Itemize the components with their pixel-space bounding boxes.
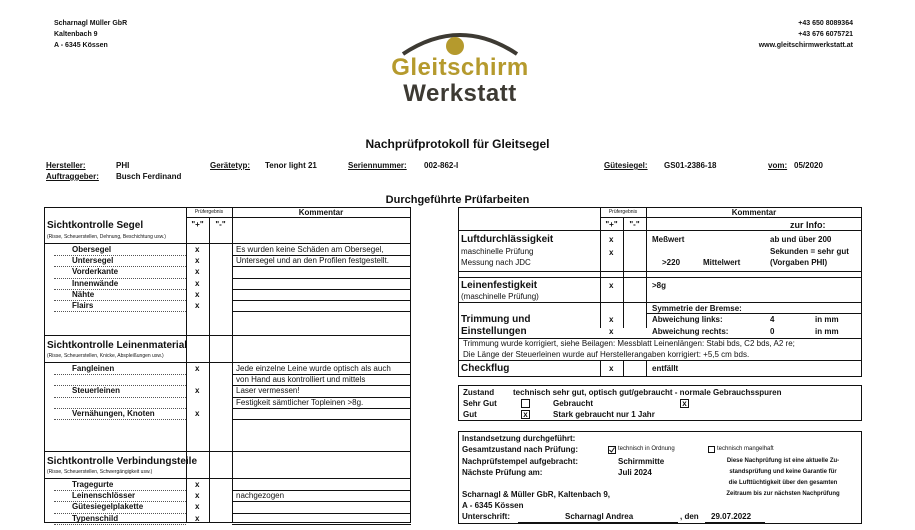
- row-divider: [232, 289, 411, 290]
- luft-mark-1: x: [609, 235, 614, 244]
- row-label: Tragegurte: [72, 480, 114, 489]
- row-mark: x: [195, 491, 200, 501]
- gut-label: Gut: [463, 410, 477, 419]
- disclaimer-line: Zeitraum bis zur nächsten Nachprüfung: [726, 491, 840, 497]
- abweichung-rechts-value: 0: [770, 327, 775, 336]
- phone-2: +43 676 6075721: [798, 31, 853, 38]
- row-divider: [54, 374, 186, 375]
- row-label: Vorderkante: [72, 267, 119, 277]
- row-mark: x: [195, 408, 200, 418]
- row-comment: Laser vermessen!: [236, 386, 300, 396]
- company-city: A - 6345 Kössen: [54, 42, 108, 49]
- luft-sekunden: Sekunden = sehr gut: [770, 247, 849, 256]
- geraetetyp-value: Tenor light 21: [265, 161, 317, 170]
- festigkeit-value: >8g: [652, 281, 667, 290]
- disclaimer-line: die Lufttüchtigkeit über den gesamten: [728, 480, 838, 486]
- stempel-label: Nachprüfstempel aufgebracht:: [462, 457, 579, 466]
- signature-date: 29.07.2022: [711, 512, 752, 521]
- trimmung-mark-1: x: [609, 315, 614, 324]
- signer-name: Scharnagl Andrea: [565, 512, 634, 521]
- row-divider: [232, 311, 411, 312]
- instand-company-2: A - 6345 Kössen: [462, 501, 524, 510]
- trimmung-mark-2: x: [609, 327, 614, 336]
- row-label: Innenwände: [72, 278, 119, 288]
- checkflug-value: entfällt: [652, 364, 679, 373]
- auftraggeber-value: Busch Ferdinand: [116, 172, 182, 181]
- row-mark: x: [195, 245, 200, 254]
- row-comment: Jede einzelne Leine wurde optisch als auch: [236, 364, 391, 373]
- abweichung-links-value: 4: [770, 315, 775, 324]
- paraglider-wing-icon: [395, 22, 525, 58]
- trimmung-note-2: Die Länge der Steuerleinen wurde auf Herstellerangaben korrigiert: +5,5 cm bds.: [463, 350, 750, 359]
- guetesiegel-label: Gütesiegel:: [604, 161, 648, 170]
- zustand-label: Zustand: [463, 388, 495, 397]
- option-in-ordnung: technisch in Ordnung: [618, 446, 675, 452]
- seriennummer-label: Seriennummer:: [348, 161, 407, 170]
- row-mark: x: [195, 278, 200, 288]
- gesamtzustand-label: Gesamtzustand nach Prüfung:: [462, 445, 579, 454]
- stark-gebraucht-label: Stark gebraucht nur 1 Jahr: [553, 410, 655, 419]
- row-divider: [232, 513, 411, 514]
- luft-mark-2: x: [609, 248, 614, 257]
- luft-title: Luftdurchlässigkeit: [461, 234, 554, 245]
- luft-value: >220: [662, 258, 681, 267]
- abweichung-rechts-label: Abweichung rechts:: [652, 327, 729, 336]
- festigkeit-title: Leinenfestigkeit: [461, 280, 538, 291]
- zur-info: zur Info:: [790, 220, 826, 230]
- r-pruefergebnis-header: Prüfergebnis: [608, 209, 638, 215]
- segel-title: Sichtkontrolle Segel: [47, 220, 144, 231]
- luft-r2: Messung nach JDC: [461, 258, 531, 267]
- geraetetyp-label: Gerätetyp:: [210, 161, 251, 170]
- disclaimer: [704, 456, 862, 500]
- sehr-gut-checkbox: [521, 399, 530, 408]
- gebraucht-checkbox: x: [680, 399, 689, 408]
- row-mark: x: [195, 480, 200, 489]
- disclaimer-line: Diese Nachprüfung ist eine aktuelle Zu-: [726, 458, 840, 464]
- row-comment: Festigkeit sämtlicher Topleinen >8g.: [236, 397, 364, 407]
- luft-mittelwert: Mittelwert: [703, 258, 741, 267]
- phone-1: +43 650 8089364: [798, 20, 853, 27]
- disclaimer-line: standsprüfung und keine Garantie für: [729, 469, 837, 475]
- row-label: Nähte: [72, 289, 95, 299]
- vom-value: 05/2020: [794, 161, 823, 170]
- row-comment: nachgezogen: [236, 491, 285, 501]
- row-divider: [232, 524, 411, 525]
- naechste-label: Nächste Prüfung am:: [462, 468, 543, 477]
- minus-header: "-": [215, 220, 226, 229]
- r-plus-header: "+": [605, 220, 618, 229]
- verbindung-subtitle: (Risse, Scheuerstellen, Schwergängigkeit usw.): [47, 469, 153, 475]
- vom-label: vom:: [768, 161, 788, 170]
- row-divider: [232, 408, 411, 409]
- row-mark: x: [195, 256, 200, 266]
- luft-r1: maschinelle Prüfung: [461, 247, 534, 256]
- hersteller-label: Hersteller:: [46, 161, 86, 170]
- row-label: Untersegel: [72, 256, 114, 266]
- row-label: Typenschild: [72, 513, 119, 523]
- den-label: , den: [680, 512, 699, 521]
- festigkeit-subtitle: (maschinelle Prüfung): [461, 292, 539, 301]
- gebraucht-label: Gebraucht: [553, 399, 594, 408]
- row-mark: x: [195, 267, 200, 277]
- trimmung-title-2: Einstellungen: [461, 326, 527, 337]
- r-minus-header: "-": [629, 220, 640, 229]
- guetesiegel-value: GS01-2386-18: [664, 161, 717, 170]
- plus-header: "+": [191, 220, 204, 229]
- row-divider: [232, 501, 411, 502]
- document-title: Nachprüfprotokoll für Gleitsegel: [365, 137, 550, 151]
- r-kommentar-header: Kommentar: [731, 208, 777, 217]
- instand-company-1: Scharnagl & Müller GbR, Kaltenbach 9,: [462, 490, 611, 499]
- row-label: Gütesiegelplakette: [72, 502, 144, 512]
- row-label: Flairs: [72, 301, 94, 310]
- checked-box-icon: [608, 446, 616, 454]
- row-divider: [232, 419, 411, 420]
- auftraggeber-label: Auftraggeber:: [46, 172, 99, 181]
- row-mark: x: [195, 289, 200, 299]
- luft-vorgaben: (Vorgaben PHI): [770, 258, 828, 267]
- sehr-gut-label: Sehr Gut: [463, 399, 497, 408]
- symmetrie-label: Symmetrie der Bremse:: [652, 304, 742, 313]
- row-comment: von Hand aus kontrolliert und mittels: [236, 375, 366, 385]
- empty-box-icon: [708, 446, 715, 453]
- unterschrift-label: Unterschrift:: [462, 512, 511, 521]
- row-divider: [54, 419, 186, 420]
- trimmung-note-1: Trimmung wurde korrigiert, siehe Beilagen: Messblatt Leinenlängen: Stabi bds, C2 bds, A2 re;: [463, 339, 795, 348]
- section-title: Durchgeführte Prüfarbeiten: [385, 194, 530, 206]
- leinen-subtitle: (Risse, Scheuerstellen, Knicke, Abspleißungen usw.): [47, 353, 164, 359]
- pruefergebnis-header: Prüfergebnis: [194, 209, 224, 215]
- stempel-value: Schirmmitte: [618, 457, 665, 466]
- festigkeit-mark: x: [609, 281, 614, 290]
- abweichung-links-label: Abweichung links:: [652, 315, 723, 324]
- checkflug-mark: x: [609, 364, 614, 373]
- row-label: Vernähungen, Knoten: [72, 408, 155, 418]
- row-comment: Untersegel und an den Profilen festgestellt.: [236, 256, 389, 266]
- zustand-text: technisch sehr gut, optisch gut/gebraucht - normale Gebrauchsspuren: [513, 388, 782, 397]
- hersteller-value: PHI: [116, 161, 130, 170]
- row-divider: [232, 300, 411, 301]
- leinen-title: Sichtkontrolle Leinenmaterial: [47, 340, 188, 351]
- row-divider: [54, 524, 186, 525]
- website: www.gleitschirmwerkstatt.at: [758, 42, 853, 49]
- row-mark: x: [195, 386, 200, 396]
- row-divider: [54, 397, 186, 398]
- company-street: Kaltenbach 9: [54, 31, 98, 38]
- option-mangelhaft: technisch mangelhaft: [717, 446, 774, 452]
- row-mark: x: [195, 301, 200, 310]
- logo-line-2: Werkstatt: [403, 80, 517, 107]
- instand-title: Instandsetzung durchgeführt:: [462, 434, 576, 443]
- segel-subtitle: (Risse, Scheuerstellen, Dehnung, Beschichtung usw.): [47, 234, 166, 240]
- luft-ab: ab und über 200: [770, 235, 832, 244]
- row-comment: Es wurden keine Schäden am Obersegel,: [236, 245, 384, 254]
- row-divider: [54, 311, 186, 312]
- company-name: Scharnagl Müller GbR: [54, 20, 128, 27]
- row-divider: [232, 266, 411, 267]
- trimmung-title-1: Trimmung und: [461, 314, 531, 325]
- row-mark: x: [195, 502, 200, 512]
- seriennummer-value: 002-862-I: [424, 161, 459, 170]
- kommentar-header: Kommentar: [298, 208, 344, 217]
- row-divider: [232, 278, 411, 279]
- naechste-value: Juli 2024: [618, 468, 652, 477]
- row-label: Obersegel: [72, 245, 112, 254]
- verbindung-title: Sichtkontrolle Verbindungsteile: [47, 456, 198, 467]
- logo-line-1: Gleitschirm: [391, 54, 529, 81]
- abweichung-links-unit: in mm: [815, 315, 839, 324]
- abweichung-rechts-unit: in mm: [815, 327, 839, 336]
- checkflug-label: Checkflug: [461, 363, 510, 374]
- row-mark: x: [195, 513, 200, 523]
- row-mark: x: [195, 364, 200, 373]
- luft-messwert: Meßwert: [652, 235, 685, 244]
- row-label: Steuerleinen: [72, 386, 121, 396]
- row-label: Leinenschlösser: [72, 491, 136, 501]
- gut-checkbox: x: [521, 410, 530, 419]
- row-label: Fangleinen: [72, 364, 115, 373]
